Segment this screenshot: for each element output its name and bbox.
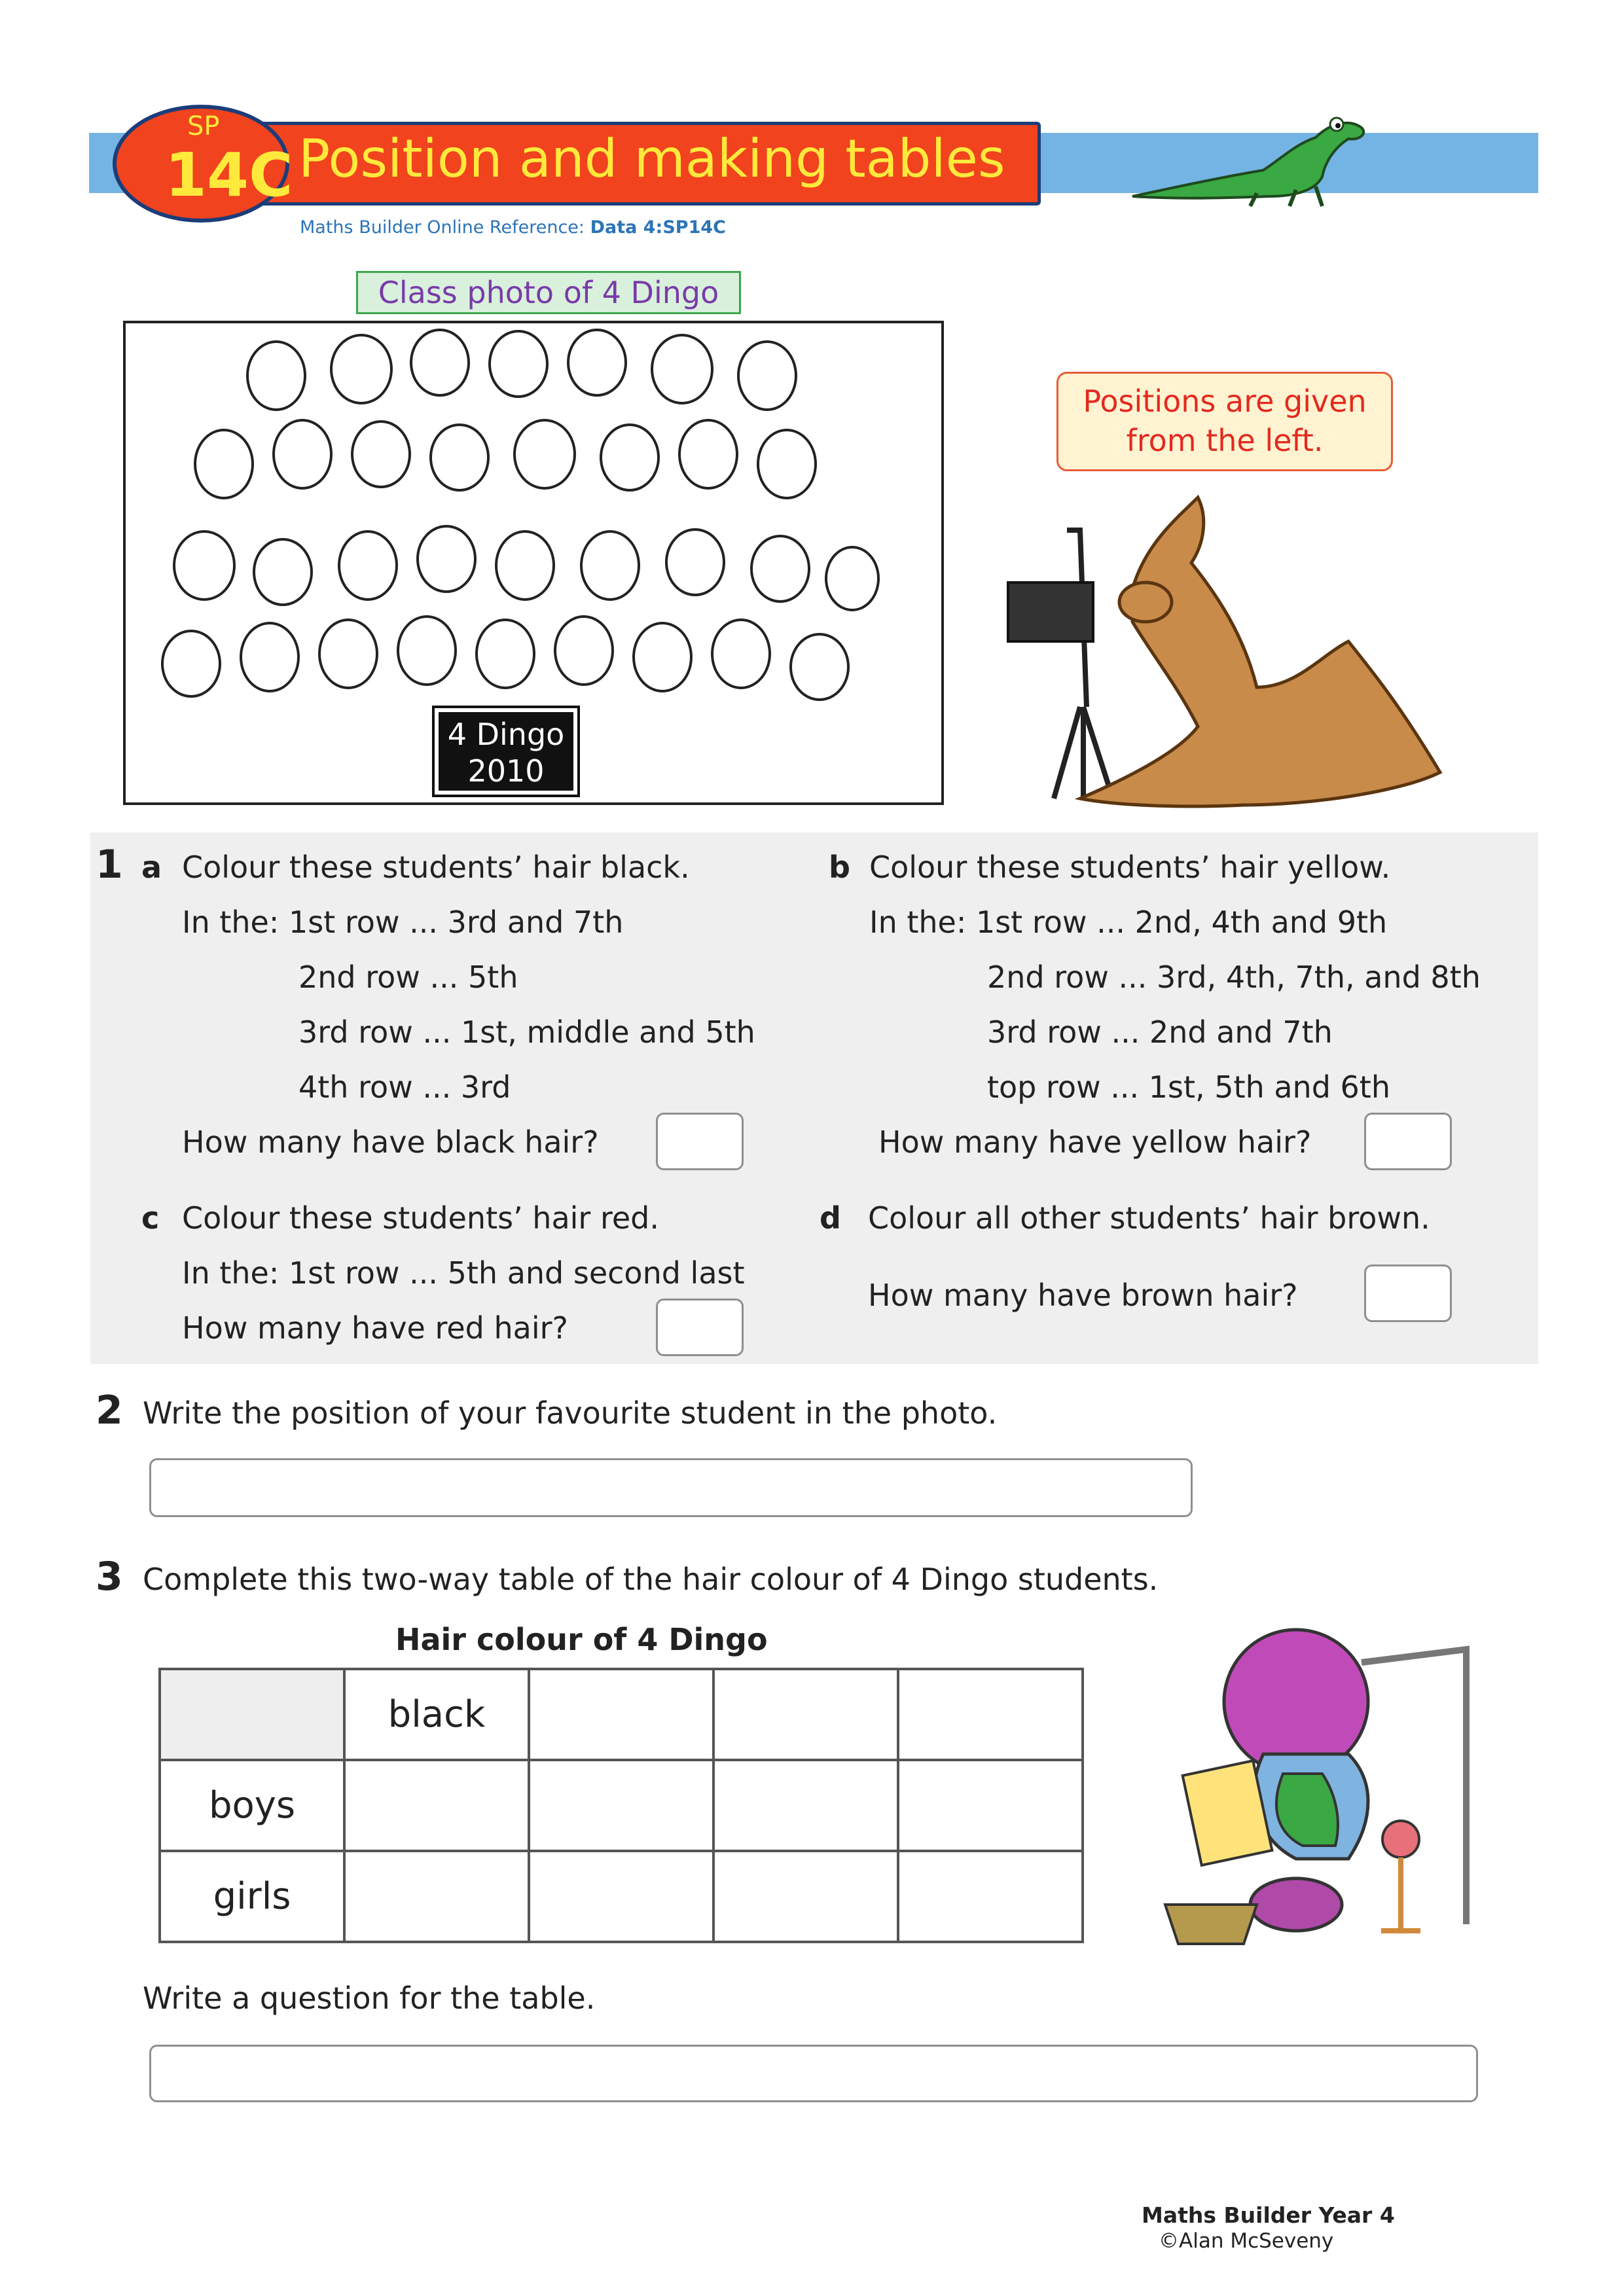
lizard-illustration	[1126, 98, 1375, 209]
kangaroo-photographer-illustration	[982, 491, 1479, 818]
brown-hair-answer-box[interactable]	[1364, 1265, 1452, 1322]
q1b-label: b	[829, 850, 850, 885]
column-header-blank-2[interactable]	[529, 1669, 713, 1760]
photo-sign-class: 4 Dingo	[447, 717, 565, 752]
write-question-prompt: Write a question for the table.	[143, 1981, 596, 2016]
q1a-line-4: 4th row ... 3rd	[298, 1069, 511, 1105]
reference-code: Data 4:SP14C	[590, 217, 726, 238]
column-header-blank-4[interactable]	[898, 1669, 1083, 1760]
photo-sign	[435, 708, 577, 795]
table-cell[interactable]	[898, 1760, 1083, 1851]
reference-label: Maths Builder Online Reference:	[300, 217, 585, 238]
question-2-number: 2	[96, 1388, 123, 1433]
q1b-line-3: 3rd row ... 2nd and 7th	[987, 1014, 1333, 1050]
photo-caption: Class photo of 4 Dingo	[356, 271, 741, 314]
q1d-question: How many have brown hair?	[868, 1278, 1298, 1313]
red-hair-answer-box[interactable]	[656, 1299, 744, 1356]
positions-note	[1056, 372, 1393, 471]
q1c-label: c	[141, 1200, 160, 1236]
table-corner-cell	[160, 1669, 344, 1760]
yellow-hair-answer-box[interactable]	[1364, 1113, 1452, 1170]
table-cell[interactable]	[713, 1760, 898, 1851]
column-header-blank-3[interactable]	[713, 1669, 898, 1760]
question-3-text: Complete this two-way table of the hair colour of 4 Dingo students.	[143, 1562, 1159, 1597]
row-header-girls: girls	[160, 1851, 344, 1942]
footer-book-title: Maths Builder Year 4	[1142, 2202, 1395, 2228]
table-cell[interactable]	[898, 1851, 1083, 1942]
question-1-number: 1	[96, 842, 123, 888]
table-header-row	[160, 1669, 1083, 1760]
hair-colour-table	[158, 1668, 1084, 1943]
q1b-instruction: Colour these students’ hair yellow.	[869, 850, 1391, 885]
q1b-question: How many have yellow hair?	[878, 1124, 1312, 1160]
q1a-question: How many have black hair?	[182, 1124, 599, 1160]
q1a-label: a	[141, 850, 162, 885]
table-cell[interactable]	[344, 1851, 529, 1942]
column-header-black: black	[344, 1669, 529, 1760]
q1b-line-2: 2nd row ... 3rd, 4th, 7th, and 8th	[987, 960, 1481, 995]
table-cell[interactable]	[344, 1760, 529, 1851]
table-row	[160, 1760, 1083, 1851]
table-cell[interactable]	[713, 1851, 898, 1942]
note-line-1: Positions are given	[1083, 384, 1367, 419]
badge-code: 14C	[165, 140, 293, 210]
q1a-line-3: 3rd row ... 1st, middle and 5th	[298, 1014, 755, 1050]
hair-dryer-salon-illustration	[1139, 1623, 1479, 1950]
table-question-answer-field[interactable]	[149, 2045, 1478, 2102]
table-title: Hair colour of 4 Dingo	[395, 1622, 768, 1657]
favourite-student-answer-field[interactable]	[149, 1458, 1193, 1517]
black-hair-answer-box[interactable]	[656, 1113, 744, 1170]
question-2-text: Write the position of your favourite student in the photo.	[143, 1395, 998, 1431]
q1d-label: d	[820, 1200, 841, 1236]
photo-sign-year: 2010	[467, 753, 545, 789]
table-cell[interactable]	[529, 1851, 713, 1942]
q1a-line-2: 2nd row ... 5th	[298, 960, 518, 995]
q1c-instruction: Colour these students’ hair red.	[182, 1200, 659, 1236]
table-row	[160, 1851, 1083, 1942]
q1a-line-1: In the: 1st row ... 3rd and 7th	[182, 905, 624, 940]
question-3-number: 3	[96, 1554, 123, 1600]
q1a-instruction: Colour these students’ hair black.	[182, 850, 690, 885]
q1d-instruction: Colour all other students’ hair brown.	[868, 1200, 1430, 1236]
q1c-question: How many have red hair?	[182, 1310, 568, 1346]
footer-copyright: ©Alan McSeveny	[1159, 2229, 1334, 2253]
table-cell[interactable]	[529, 1760, 713, 1851]
row-header-boys: boys	[160, 1760, 344, 1851]
note-line-2: from the left.	[1126, 423, 1324, 458]
page-title: Position and making tables	[298, 128, 1005, 189]
reference-line	[300, 217, 726, 238]
badge-sp: SP	[187, 111, 220, 141]
q1c-line-1: In the: 1st row ... 5th and second last	[182, 1255, 745, 1291]
q1b-line-4: top row ... 1st, 5th and 6th	[987, 1069, 1390, 1105]
q1b-line-1: In the: 1st row ... 2nd, 4th and 9th	[869, 905, 1388, 940]
